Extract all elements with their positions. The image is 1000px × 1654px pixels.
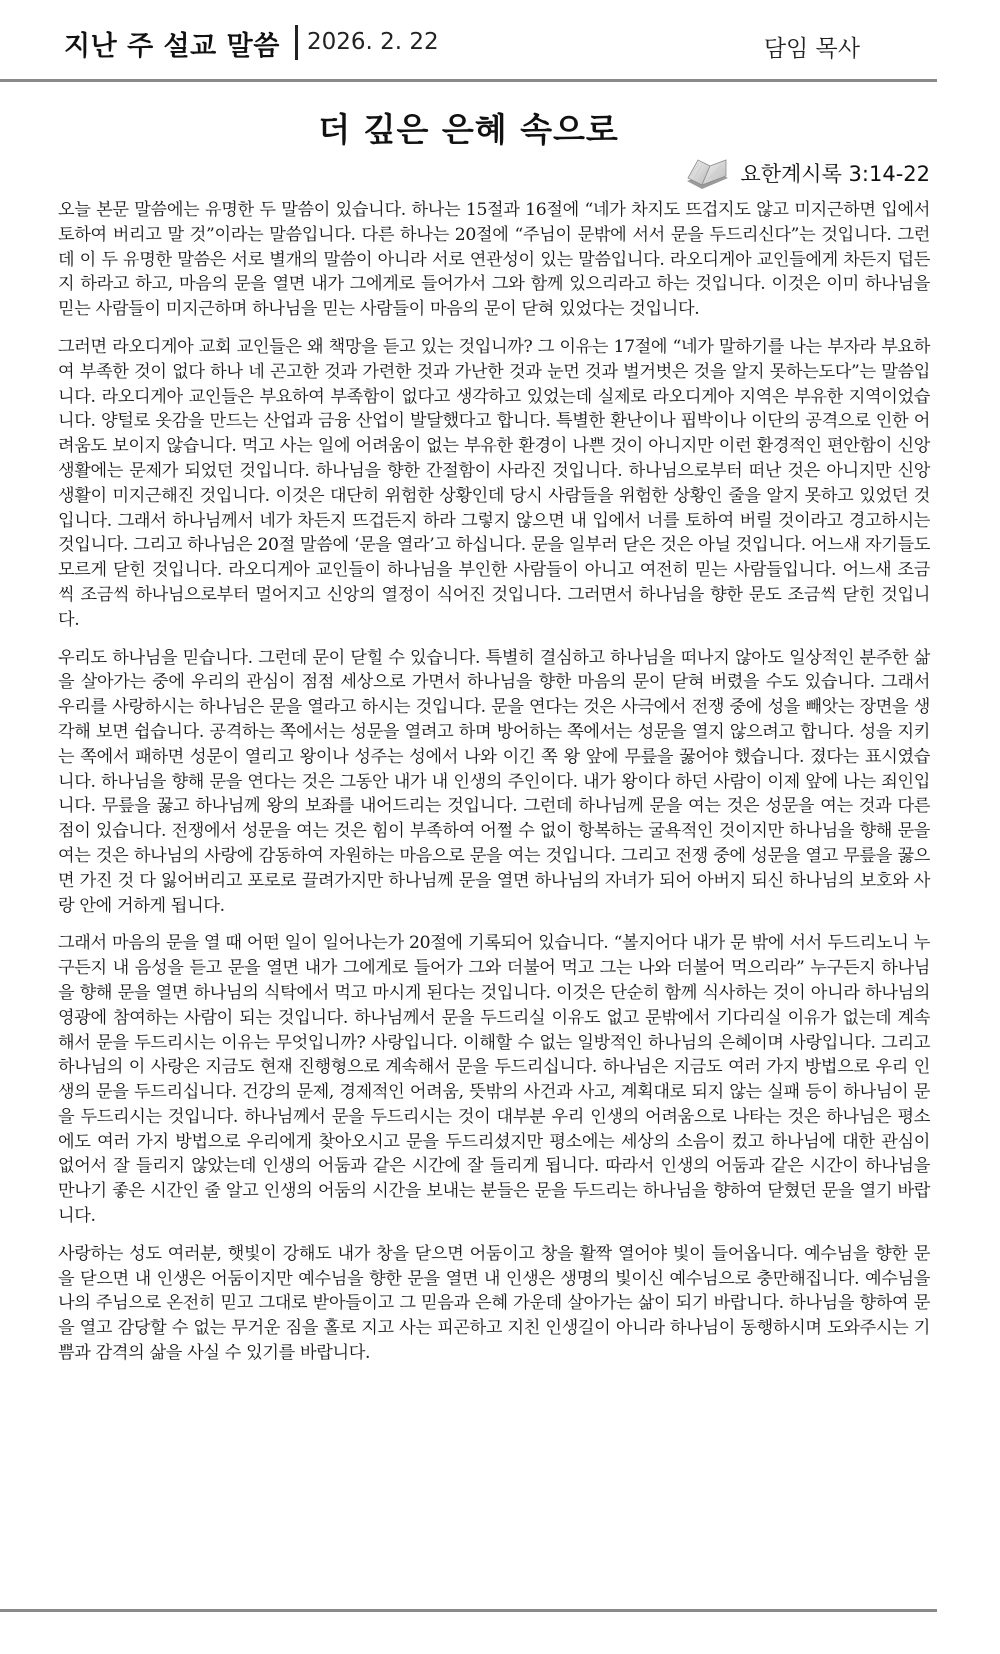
sermon-paragraph-2: 그러면 라오디게아 교회 교인들은 왜 책망을 듣고 있는 것입니까? 그 이유는 17절에 “네가 말하기를 나는 부자라 부요하여 부족한 것이 없다 하나 네 곤고한 것과 가련한 것과 가난한 것과 눈먼 것과 벌거벗은 것을 알지 못하는도다”는 말씀입니다. 라오디게아 교인들은 부요하여 부족함이 없다고 생각하고 있었는데 실제로 라오디게아 지역은 부유한 지역이었습니다. 양털로 옷감을 만드는 산업과 금융 산업이 발달했다고 합니다. 특별한 환난이나 핍박이나 이단의 공격으로 인한 어려움도 보이지 않습니다. 먹고 사는 일에 어려움이 없는 부유한 환경이 나쁜 것이 아니지만 이런 환경적인 편안함이 신앙생활에는 문제가 되었던 것입니다. 하나님을 향한 간절함이 사라진 것입니다. 하나님으로부터 떠난 것은 아니지만 신앙생활이 미지근해진 것입니다. 이것은 대단히 위험한 상황인데 당시 사람들을 위험한 상황인 줄을 알지 못하고 있었던 것입니다. 그래서 하나님께서 네가 차든지 뜨겁든지 하라 그렇지 않으면 내 입에서 너를 토하여 버릴 것이라고 경고하시는 것입니다. 그리고 하나님은 20절 말씀에 ‘문을 열라’고 하십니다. 문을 일부러 닫은 것은 아닐 것입니다. 어느새 자기들도 모르게 닫힌 것입니다. 라오디게아 교인들이 하나님을 부인한 사람들이 아니고 여전히 믿는 사람들입니다. 어느새 조금씩 조금씩 하나님으로부터 멀어지고 신앙의 열정이 식어진 것입니다. 그러면서 하나님을 향한 문도 조금씩 닫힌 것입니다. — [58, 336, 930, 630]
scripture-passage: 요한계시록 3:14-22 — [740, 162, 930, 186]
sermon-paragraph-5: 사랑하는 성도 여러분, 햇빛이 강해도 내가 창을 닫으면 어둠이고 창을 활짝 열어야 빛이 들어옵니다. 예수님을 향한 문을 닫으면 내 인생은 어둠이지만 예수님을 향한 문을 열면 내 인생은 생명의 빛이신 예수님으로 충만해집니다. 예수님을 나의 주님으로 온전히 믿고 그대로 받아들이고 그 믿음과 은혜 가운데 살아가는 삶이 되기 바랍니다. 하나님을 향하여 문을 열고 감당할 수 없는 무거운 짐을 홀로 지고 사는 피곤하고 지친 인생길이 아니라 하나님이 동행하시며 도와주시는 기쁨과 감격의 삶을 사실 수 있기를 바랍니다. — [58, 1243, 930, 1364]
section-title: 지난 주 설교 말씀 — [64, 31, 280, 62]
sermon-paragraph-4: 그래서 마음의 문을 열 때 어떤 일이 일어나는가 20절에 기록되어 있습니다. “볼지어다 내가 문 밖에 서서 두드리노니 누구든지 내 음성을 듣고 문을 열면 내가 그에게로 들어가 그와 더불어 먹고 그는 나와 더불어 먹으리라” 누구든지 하나님을 향해 문을 열면 하나님의 식탁에서 먹고 마시게 된다는 것입니다. 이것은 단순히 함께 식사하는 것이 아니라 하나님의 영광에 참여하는 사람이 되는 것입니다. 하나님께서 문을 두드리실 이유도 없고 문밖에서 기다리실 이유가 없는데 계속해서 문을 두드리시는 이유는 무엇입니까? 사랑입니다. 이해할 수 없는 일방적인 하나님의 은혜이며 사랑입니다. 그리고 하나님의 이 사랑은 지금도 현재 진행형으로 계속해서 문을 두드리십니다. 하나님은 지금도 여러 가지 방법으로 우리 인생의 문을 두드리십니다. 건강의 문제, 경제적인 어려움, 뜻밖의 사건과 사고, 계획대로 되지 않는 실패 등이 하나님이 문을 두드리시는 것입니다. 하나님께서 문을 두드리시는 것이 대부분 우리 인생의 어려움으로 나타는 것은 하나님은 평소에도 여러 가지 방법으로 우리에게 찾아오시고 문을 두드리셨지만 평소에는 세상의 소음이 컸고 하나님에 대한 관심이 없어서 잘 들리지 않았는데 인생의 어둠과 같은 시간에 잘 들리게 됩니다. 따라서 인생의 어둠과 같은 시간이 하나님을 만나기 좋은 시간인 줄 알고 인생의 어둠의 시간을 보내는 분들은 문을 두드리는 하나님을 향하여 닫혔던 문을 열기 바랍니다. — [58, 933, 930, 1227]
scripture-reference — [684, 153, 930, 193]
sermon-body — [58, 198, 930, 1379]
sermon-date: 2026. 2. 22 — [307, 29, 439, 55]
sermon-title: 더 깊은 은혜 속으로 — [318, 110, 619, 149]
header-top-edge — [0, 0, 935, 6]
header-divider — [0, 79, 937, 82]
footer-divider — [0, 1609, 937, 1612]
title-separator — [295, 25, 298, 60]
preacher-label: 담임 목사 — [763, 36, 860, 62]
sermon-paragraph-3: 우리도 하나님을 믿습니다. 그런데 문이 닫힐 수 있습니다. 특별히 결심하고 하나님을 떠나지 않아도 일상적인 분주한 삶을 살아가는 중에 우리의 관심이 점점 세상으로 가면서 하나님을 향한 마음의 문이 닫혀 버렸을 수도 있습니다. 그래서 우리를 사랑하시는 하나님은 문을 열라고 하시는 것입니다. 문을 연다는 것은 사극에서 전쟁 중에 성을 빼앗는 장면을 생각해 보면 쉽습니다. 공격하는 쪽에서는 성문을 열려고 하며 방어하는 쪽에서는 성문을 열지 않으려고 합니다. 성을 지키는 쪽에서 패하면 성문이 열리고 왕이나 성주는 성에서 나와 이긴 쪽 왕 앞에 무릎을 꿇어야 했습니다. 졌다는 표시였습니다. 하나님을 향해 문을 연다는 것은 그동안 내가 내 인생의 주인이다. 내가 왕이다 하던 사람이 이제 앞에 나는 죄인입니다. 무릎을 꿇고 하나님께 왕의 보좌를 내어드리는 것입니다. 그런데 하나님께 문을 여는 것은 성문을 여는 것과 다른 점이 있습니다. 전쟁에서 성문을 여는 것은 힘이 부족하여 어쩔 수 없이 항복하는 굴욕적인 것이지만 하나님을 향해 문을 여는 것은 하나님의 사랑에 감동하여 자원하는 마음으로 문을 여는 것입니다. 그리고 전쟁 중에 성문을 열고 무릎을 꿇으면 가진 것 다 잃어버리고 포로로 끌려가지만 하나님께 문을 열면 하나님의 자녀가 되어 아버지 되신 하나님의 보호와 사랑 안에 거하게 됩니다. — [58, 647, 930, 916]
page-header — [0, 0, 935, 82]
open-bible-icon — [684, 154, 730, 192]
sermon-paragraph-1: 오늘 본문 말씀에는 유명한 두 말씀이 있습니다. 하나는 15절과 16절에 “네가 차지도 뜨겁지도 않고 미지근하면 입에서 토하여 버리고 말 것”이라는 말씀입니다. 다른 하나는 20절에 “주님이 문밖에 서서 문을 두드리신다”는 것입니다. 그런데 이 두 유명한 말씀은 서로 별개의 말씀이 아니라 서로 연관성이 있는 말씀입니다. 라오디게아 교인들에게 차든지 덥든지 하라고 하고, 마음의 문을 열면 내가 그에게로 들어가서 그와 함께 있으리라고 하는 것입니다. 이것은 이미 하나님을 믿는 사람들이 미지근하며 하나님을 믿는 사람들이 마음의 문이 닫혀 있었다는 것입니다. — [58, 200, 930, 320]
